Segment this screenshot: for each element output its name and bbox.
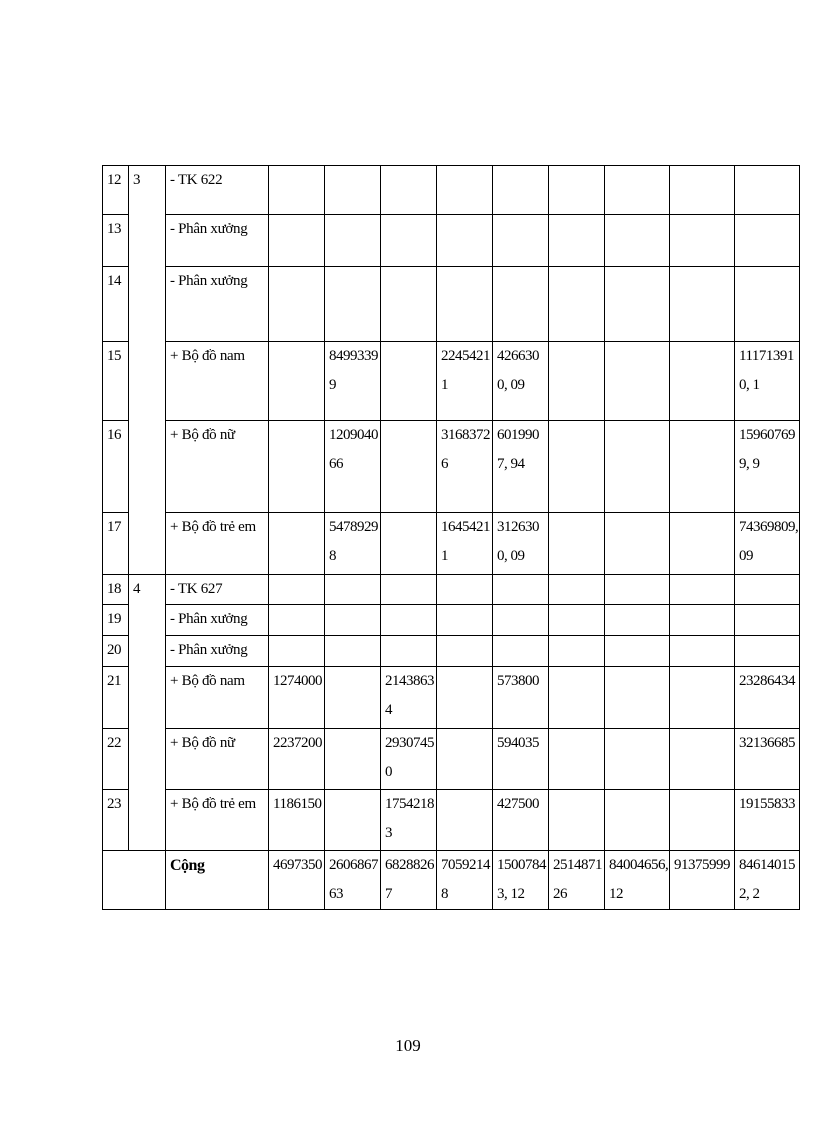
value-cell [670, 342, 735, 421]
total-row [103, 851, 800, 910]
value-cell [381, 166, 437, 215]
value-cell [670, 636, 735, 667]
value-cell [325, 267, 381, 342]
value-cell [269, 575, 325, 605]
value-cell [381, 605, 437, 636]
row-label: - Phân xưởng [166, 215, 269, 267]
total-value-cell: 846140152, 2 [735, 851, 800, 910]
value-cell [549, 636, 605, 667]
value-cell: 32136685 [735, 729, 800, 790]
value-cell: 17542183 [381, 790, 437, 851]
value-cell [269, 342, 325, 421]
table-row [103, 267, 800, 342]
value-cell [670, 667, 735, 729]
value-cell: 594035 [493, 729, 549, 790]
value-cell [437, 605, 493, 636]
value-cell: 1274000 [269, 667, 325, 729]
value-cell [735, 215, 800, 267]
total-label: Cộng [166, 851, 269, 910]
value-cell: 111713910, 1 [735, 342, 800, 421]
row-number: 16 [103, 421, 129, 513]
value-cell [325, 215, 381, 267]
value-cell [437, 636, 493, 667]
row-label: + Bộ đồ nữ [166, 729, 269, 790]
value-cell: 23286434 [735, 667, 800, 729]
value-cell: 120904066 [325, 421, 381, 513]
page-number: 109 [395, 1036, 421, 1055]
value-cell [605, 421, 670, 513]
value-cell [605, 667, 670, 729]
value-cell [269, 215, 325, 267]
row-number: 18 [103, 575, 129, 605]
value-cell [269, 166, 325, 215]
value-cell [735, 636, 800, 667]
value-cell: 22454211 [437, 342, 493, 421]
table-row [103, 667, 800, 729]
value-cell [325, 575, 381, 605]
value-cell: 29307450 [381, 729, 437, 790]
row-label: + Bộ đồ trẻ em [166, 513, 269, 575]
value-cell [549, 513, 605, 575]
value-cell [493, 605, 549, 636]
value-cell [325, 667, 381, 729]
value-cell [735, 575, 800, 605]
value-cell: 4266300, 09 [493, 342, 549, 421]
value-cell [325, 636, 381, 667]
value-cell [381, 267, 437, 342]
value-cell: 427500 [493, 790, 549, 851]
total-value-cell: 260686763 [325, 851, 381, 910]
row-number: 12 [103, 166, 129, 215]
group-number: 3 [129, 166, 166, 575]
value-cell [493, 166, 549, 215]
row-label: + Bộ đồ nam [166, 342, 269, 421]
value-cell [437, 267, 493, 342]
value-cell [381, 575, 437, 605]
total-value-cell: 70592148 [437, 851, 493, 910]
value-cell [605, 575, 670, 605]
value-cell [269, 513, 325, 575]
value-cell [549, 605, 605, 636]
value-cell [437, 215, 493, 267]
row-number: 15 [103, 342, 129, 421]
value-cell [670, 605, 735, 636]
value-cell [670, 575, 735, 605]
table-row [103, 575, 800, 605]
value-cell: 16454211 [437, 513, 493, 575]
value-cell [493, 215, 549, 267]
row-label: + Bộ đồ nữ [166, 421, 269, 513]
value-cell [605, 342, 670, 421]
value-cell [605, 605, 670, 636]
value-cell [670, 166, 735, 215]
value-cell: 159607699, 9 [735, 421, 800, 513]
value-cell [381, 215, 437, 267]
row-label: - Phân xưởng [166, 636, 269, 667]
row-number: 13 [103, 215, 129, 267]
table-row [103, 513, 800, 575]
value-cell [549, 342, 605, 421]
total-value-cell: 68288267 [381, 851, 437, 910]
value-cell [735, 605, 800, 636]
value-cell [605, 636, 670, 667]
value-cell [381, 342, 437, 421]
value-cell [325, 605, 381, 636]
row-number: 21 [103, 667, 129, 729]
row-label: + Bộ đồ nam [166, 667, 269, 729]
table-row [103, 729, 800, 790]
value-cell [437, 667, 493, 729]
value-cell: 19155833 [735, 790, 800, 851]
value-cell [670, 513, 735, 575]
value-cell [325, 166, 381, 215]
value-cell [670, 790, 735, 851]
value-cell: 6019907, 94 [493, 421, 549, 513]
row-number: 14 [103, 267, 129, 342]
row-number: 23 [103, 790, 129, 851]
row-number: 17 [103, 513, 129, 575]
row-label: - Phân xưởng [166, 267, 269, 342]
value-cell: 74369809, 09 [735, 513, 800, 575]
value-cell: 2237200 [269, 729, 325, 790]
value-cell [605, 215, 670, 267]
cost-allocation-table [102, 165, 800, 910]
total-value-cell: 91375999 [670, 851, 735, 910]
total-value-cell: 84004656, 12 [605, 851, 670, 910]
row-number: 20 [103, 636, 129, 667]
row-label: - TK 627 [166, 575, 269, 605]
value-cell: 31683726 [437, 421, 493, 513]
total-value-cell: 251487126 [549, 851, 605, 910]
value-cell [549, 421, 605, 513]
value-cell [325, 790, 381, 851]
value-cell: 21438634 [381, 667, 437, 729]
value-cell [437, 575, 493, 605]
value-cell [381, 636, 437, 667]
value-cell [605, 166, 670, 215]
table-row [103, 342, 800, 421]
value-cell [670, 267, 735, 342]
value-cell [493, 575, 549, 605]
value-cell [670, 729, 735, 790]
value-cell [549, 267, 605, 342]
value-cell: 3126300, 09 [493, 513, 549, 575]
value-cell: 84993399 [325, 342, 381, 421]
value-cell [549, 667, 605, 729]
value-cell [670, 421, 735, 513]
value-cell [325, 729, 381, 790]
value-cell [493, 636, 549, 667]
table-row [103, 166, 800, 215]
value-cell [670, 215, 735, 267]
row-number: 22 [103, 729, 129, 790]
table-row [103, 215, 800, 267]
value-cell [549, 575, 605, 605]
value-cell [549, 215, 605, 267]
value-cell [437, 166, 493, 215]
total-value-cell: 15007843, 12 [493, 851, 549, 910]
value-cell: 1186150 [269, 790, 325, 851]
value-cell [549, 790, 605, 851]
table-row [103, 421, 800, 513]
row-label: + Bộ đồ trẻ em [166, 790, 269, 851]
value-cell [605, 513, 670, 575]
value-cell [605, 267, 670, 342]
value-cell [493, 267, 549, 342]
value-cell [605, 729, 670, 790]
empty-cell [103, 851, 166, 910]
table-row [103, 605, 800, 636]
value-cell [269, 421, 325, 513]
value-cell [605, 790, 670, 851]
row-label: - Phân xưởng [166, 605, 269, 636]
row-label: - TK 622 [166, 166, 269, 215]
value-cell [437, 729, 493, 790]
value-cell [437, 790, 493, 851]
row-number: 19 [103, 605, 129, 636]
value-cell: 573800 [493, 667, 549, 729]
value-cell [735, 267, 800, 342]
total-value-cell: 4697350 [269, 851, 325, 910]
table-row [103, 636, 800, 667]
group-number: 4 [129, 575, 166, 851]
value-cell [269, 267, 325, 342]
value-cell [381, 421, 437, 513]
value-cell [269, 636, 325, 667]
value-cell [735, 166, 800, 215]
value-cell [549, 166, 605, 215]
value-cell [549, 729, 605, 790]
value-cell [269, 605, 325, 636]
value-cell [381, 513, 437, 575]
table-row [103, 790, 800, 851]
value-cell: 54789298 [325, 513, 381, 575]
